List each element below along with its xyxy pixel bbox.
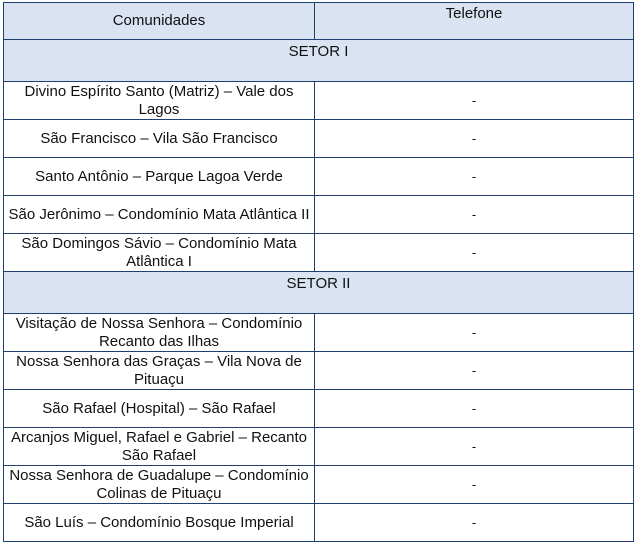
table-row: [4, 390, 634, 428]
community-name: São Rafael (Hospital) – São Rafael: [4, 390, 315, 428]
community-phone: -: [315, 390, 634, 428]
community-phone: -: [315, 82, 634, 120]
community-name: Arcanjos Miguel, Rafael e Gabriel – Recanto São Rafael: [4, 428, 315, 466]
community-name: São Domingos Sávio – Condomínio Mata Atlântica I: [4, 234, 315, 272]
community-phone: -: [315, 504, 634, 542]
table-row: [4, 352, 634, 390]
community-name: São Luís – Condomínio Bosque Imperial: [4, 504, 315, 542]
community-name: Nossa Senhora das Graças – Vila Nova de Pituaçu: [4, 352, 315, 390]
community-phone: -: [315, 196, 634, 234]
community-name: Nossa Senhora de Guadalupe – Condomínio Colinas de Pituaçu: [4, 466, 315, 504]
table-row: [4, 466, 634, 504]
table-row: [4, 428, 634, 466]
header-row: [4, 3, 634, 40]
community-phone: -: [315, 428, 634, 466]
community-phone: -: [315, 314, 634, 352]
community-name: São Jerônimo – Condomínio Mata Atlântica II: [4, 196, 315, 234]
table-row: [4, 82, 634, 120]
community-phone: -: [315, 120, 634, 158]
community-phone: -: [315, 158, 634, 196]
sector-row: [4, 272, 634, 314]
table-row: [4, 314, 634, 352]
sector-row: [4, 40, 634, 82]
header-telefone: Telefone: [315, 3, 634, 40]
sector-title: SETOR I: [4, 40, 634, 82]
community-phone: -: [315, 234, 634, 272]
community-phone: -: [315, 352, 634, 390]
community-name: Santo Antônio – Parque Lagoa Verde: [4, 158, 315, 196]
table-row: [4, 234, 634, 272]
communities-table: [3, 2, 634, 542]
sector-title: SETOR II: [4, 272, 634, 314]
header-comunidades: Comunidades: [4, 3, 315, 40]
community-name: Divino Espírito Santo (Matriz) – Vale dos Lagos: [4, 82, 315, 120]
table-row: [4, 196, 634, 234]
community-phone: -: [315, 466, 634, 504]
community-name: São Francisco – Vila São Francisco: [4, 120, 315, 158]
table-row: [4, 504, 634, 542]
table-row: [4, 120, 634, 158]
table-row: [4, 158, 634, 196]
community-name: Visitação de Nossa Senhora – Condomínio Recanto das Ilhas: [4, 314, 315, 352]
